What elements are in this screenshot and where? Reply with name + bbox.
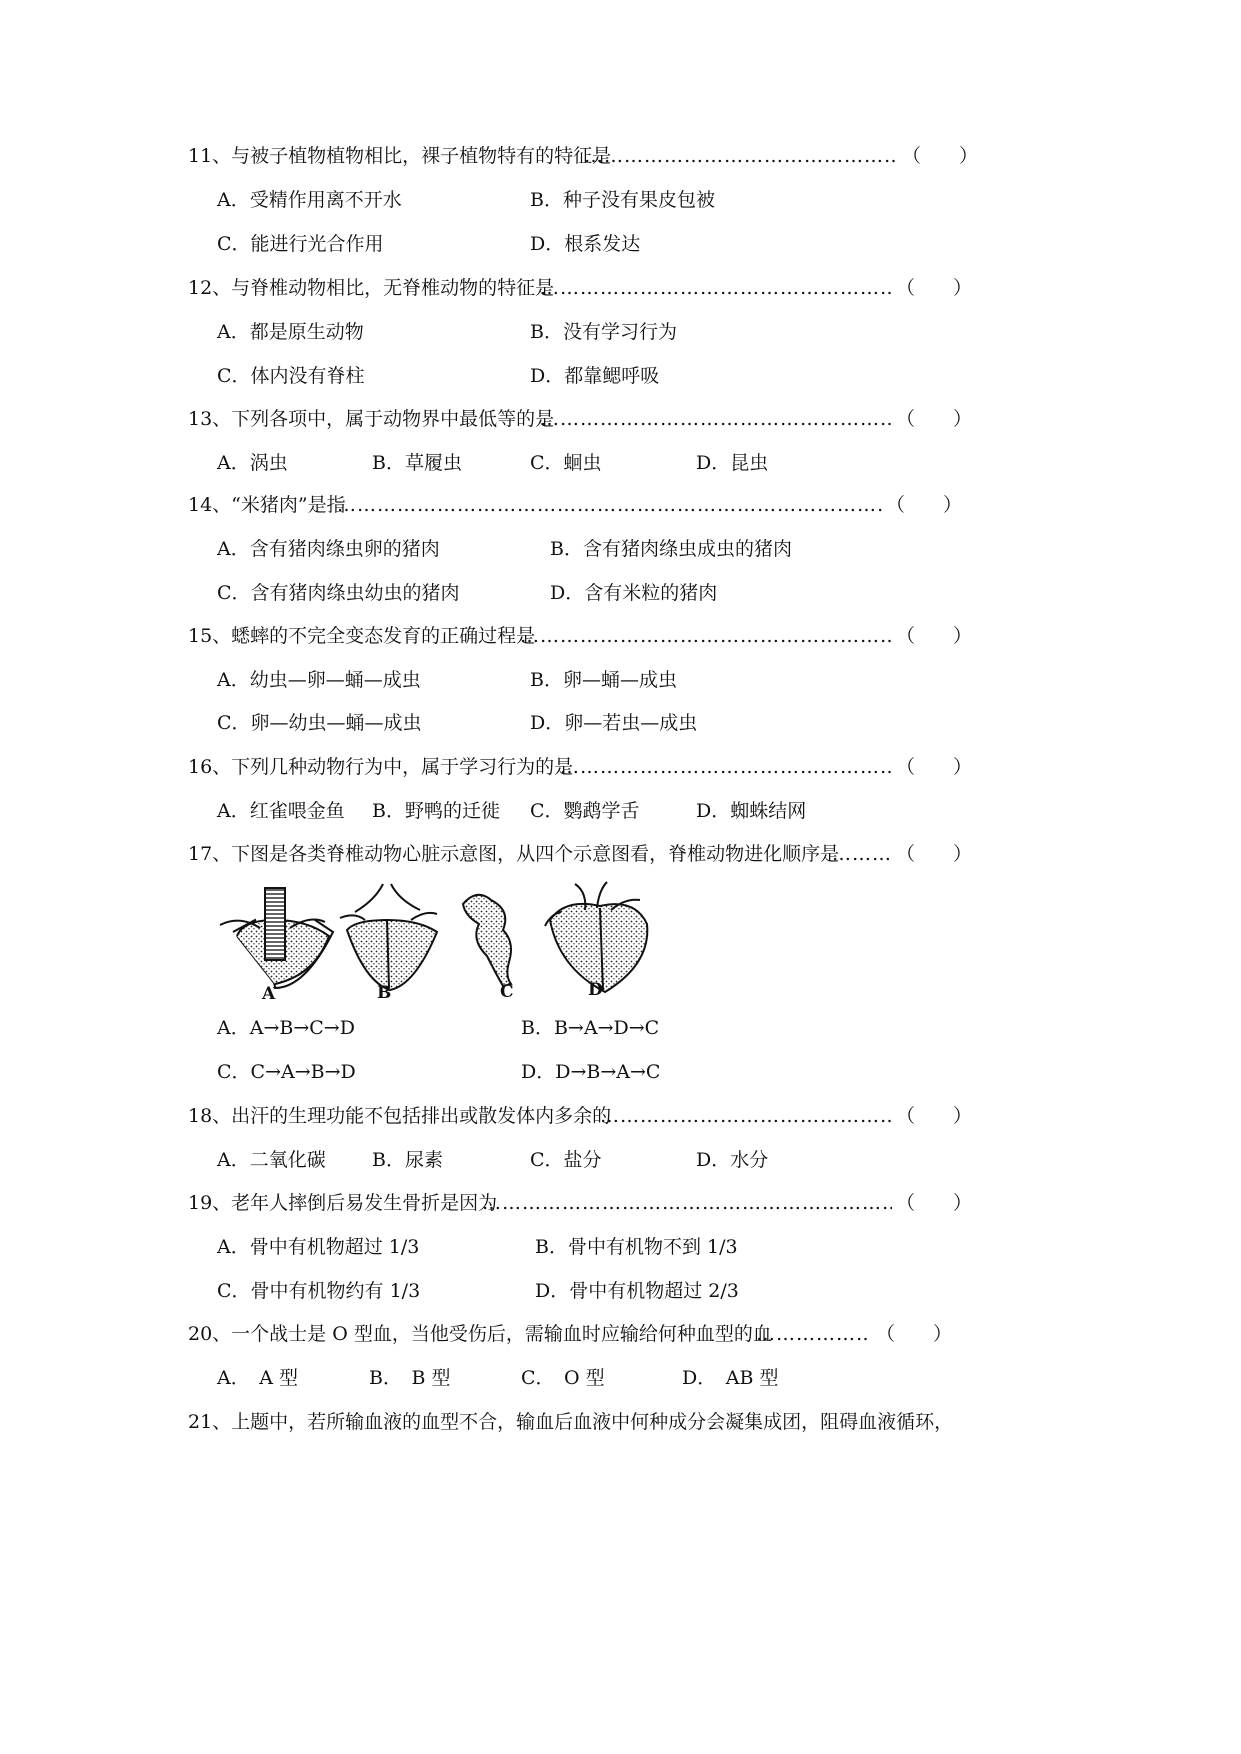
figure-label-a: A: [262, 984, 276, 1004]
option-d: D．卵—若虫—成虫: [530, 712, 698, 734]
question-13-stem: 13、下列各项中，属于动物界中最低等的是: [188, 408, 555, 430]
option-b: B．尿素: [372, 1149, 443, 1171]
leader-dots: [832, 842, 892, 866]
option-a: A．涡虫: [217, 452, 288, 474]
answer-blank: （ ）: [896, 1192, 973, 1214]
option-c: C．鹦鹉学舌: [530, 800, 640, 822]
figure-label-c: C: [500, 982, 514, 1002]
leader-dots: [540, 407, 892, 431]
question-14-stem: 14、“米猪肉”是指: [188, 494, 346, 516]
answer-blank: （ ）: [896, 408, 973, 430]
answer-blank: （ ）: [896, 277, 973, 299]
option-d: D．D→B→A→C: [521, 1061, 661, 1083]
option-d: D．都靠鳃呼吸: [530, 365, 660, 387]
question-11-stem: 11、与被子植物植物相比，裸子植物特有的特征是: [188, 145, 612, 167]
option-a: A．红雀喂金鱼: [217, 800, 345, 822]
option-c: C． O 型: [521, 1367, 605, 1389]
option-c: C．含有猪肉绦虫幼虫的猪肉: [217, 582, 460, 604]
option-c: C．体内没有脊柱: [217, 365, 365, 387]
option-c: C．骨中有机物约有 1/3: [217, 1280, 421, 1302]
question-15-stem: 15、蟋蟀的不完全变态发育的正确过程是: [188, 625, 536, 647]
answer-blank: （ ）: [896, 1105, 973, 1127]
option-b: B．卵—蛹—成虫: [530, 669, 677, 691]
answer-blank: （ ）: [896, 756, 973, 778]
option-a: A．A→B→C→D: [217, 1017, 355, 1039]
option-d: D．根系发达: [530, 233, 641, 255]
option-c: C．蛔虫: [530, 452, 602, 474]
leader-dots: [482, 1191, 892, 1215]
question-16-stem: 16、下列几种动物行为中，属于学习行为的是: [188, 756, 574, 778]
question-19-stem: 19、老年人摔倒后易发生骨折是因为: [188, 1192, 498, 1214]
leader-dots: [756, 1322, 870, 1346]
answer-blank: （ ）: [902, 145, 979, 167]
leader-dots: [540, 276, 892, 300]
leader-dots: [584, 144, 898, 168]
heart-c-icon: [463, 895, 511, 986]
option-b: B．骨中有机物不到 1/3: [535, 1236, 738, 1258]
option-c: C．C→A→B→D: [217, 1061, 356, 1083]
figure-label-b: B: [377, 983, 392, 1003]
option-d: D． AB 型: [682, 1367, 779, 1389]
option-b: B．含有猪肉绦虫成虫的猪肉: [550, 538, 792, 560]
option-a: A．含有猪肉绦虫卵的猪肉: [217, 538, 440, 560]
question-21-stem: 21、上题中，若所输血液的血型不合，输血后血液中何种成分会凝集成团，阻碍血液循环，: [188, 1411, 954, 1433]
heart-d-icon: [545, 882, 647, 992]
option-d: D．水分: [696, 1149, 769, 1171]
leader-dots: [560, 755, 892, 779]
option-a: A．受精作用离不开水: [217, 189, 402, 211]
answer-blank: （ ）: [886, 494, 963, 516]
option-c: C．盐分: [530, 1149, 602, 1171]
answer-blank: （ ）: [876, 1323, 953, 1345]
option-b: B．B→A→D→C: [521, 1017, 660, 1039]
question-20-stem: 20、一个战士是 O 型血，当他受伤后，需输血时应输给何种血型的血: [188, 1323, 772, 1345]
option-b: B．野鸭的迁徙: [372, 800, 500, 822]
question-17-stem: 17、下图是各类脊椎动物心脏示意图，从四个示意图看，脊椎动物进化顺序是: [188, 843, 840, 865]
leader-dots: [337, 493, 883, 517]
heart-b-icon: [340, 884, 437, 990]
answer-blank: （ ）: [896, 625, 973, 647]
option-a: A．骨中有机物超过 1/3: [217, 1236, 420, 1258]
option-d: D．蜘蛛结网: [696, 800, 807, 822]
option-c: C．卵—幼虫—蛹—成虫: [217, 712, 422, 734]
leader-dots: [600, 1104, 892, 1128]
question-12-stem: 12、与脊椎动物相比，无脊椎动物的特征是: [188, 277, 555, 299]
option-d: D．骨中有机物超过 2/3: [535, 1280, 739, 1302]
option-b: B．没有学习行为: [530, 321, 677, 343]
option-a: A．幼虫—卵—蛹—成虫: [217, 669, 421, 691]
answer-blank: （ ）: [896, 843, 973, 865]
option-a: A．都是原生动物: [217, 321, 364, 343]
option-a: A． A 型: [217, 1367, 298, 1389]
option-c: C．能进行光合作用: [217, 233, 384, 255]
question-18-stem: 18、出汗的生理功能不包括排出或散发体内多余的: [188, 1105, 612, 1127]
option-b: B．种子没有果皮包被: [530, 189, 715, 211]
leader-dots: [520, 624, 892, 648]
option-b: B．草履虫: [372, 452, 462, 474]
option-d: D．昆虫: [696, 452, 769, 474]
option-d: D．含有米粒的猪肉: [550, 582, 718, 604]
option-a: A．二氧化碳: [217, 1149, 326, 1171]
option-b: B． B 型: [369, 1367, 451, 1389]
heart-a-icon: [220, 888, 333, 988]
figure-label-d: D: [588, 980, 603, 1000]
